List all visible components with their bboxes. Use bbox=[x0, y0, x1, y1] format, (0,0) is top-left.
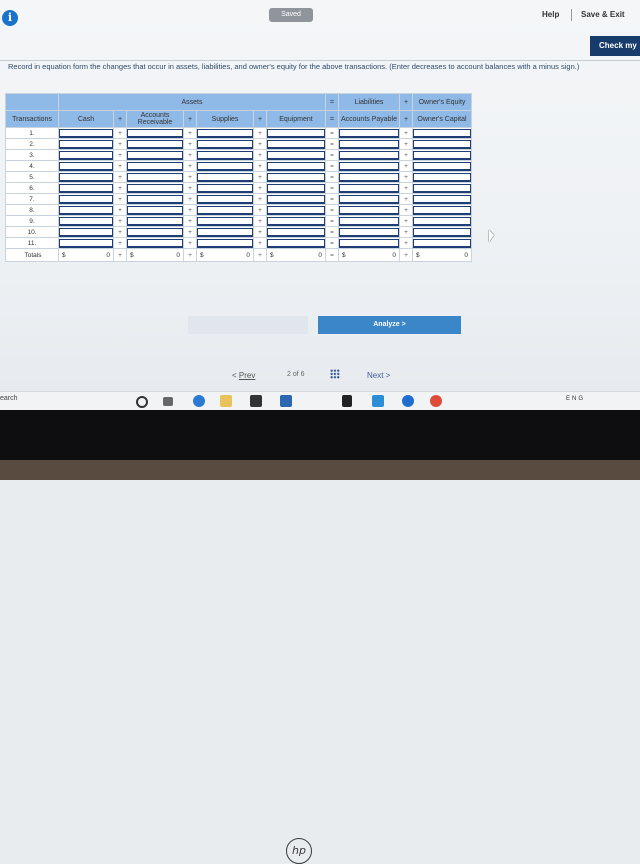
taskbar-search[interactable]: earch bbox=[0, 395, 18, 402]
op-plus: + bbox=[184, 238, 197, 249]
op-plus: + bbox=[254, 150, 267, 161]
accounts-receivable-input-cell bbox=[127, 194, 184, 205]
accounts-receivable-input-cell bbox=[127, 128, 184, 139]
equipment-input-cell bbox=[267, 172, 326, 183]
owners-capital-input[interactable] bbox=[413, 195, 471, 204]
grid-menu-icon[interactable] bbox=[330, 369, 340, 379]
equation-table bbox=[5, 93, 475, 262]
transaction-row bbox=[6, 227, 472, 238]
col-transactions: Transactions bbox=[6, 111, 59, 128]
accounts-payable-input-cell bbox=[339, 216, 400, 227]
op-plus: + bbox=[254, 183, 267, 194]
assets-group-header: Assets bbox=[59, 94, 326, 111]
transaction-number: 9. bbox=[6, 216, 59, 227]
op-plus: + bbox=[114, 183, 127, 194]
accounts-payable-input[interactable] bbox=[339, 129, 399, 138]
supplies-input[interactable] bbox=[197, 129, 253, 138]
saved-indicator: Saved bbox=[269, 8, 313, 22]
equipment-input-cell bbox=[267, 183, 326, 194]
equipment-input-cell bbox=[267, 238, 326, 249]
cash-input-cell bbox=[59, 227, 114, 238]
info-icon[interactable]: i bbox=[2, 10, 18, 26]
equipment-input[interactable] bbox=[267, 173, 325, 182]
accounts-payable-input-cell bbox=[339, 238, 400, 249]
hp-logo-icon: hp bbox=[286, 838, 312, 864]
cash-input-cell bbox=[59, 172, 114, 183]
cash-input-cell bbox=[59, 238, 114, 249]
analyze-button[interactable]: Analyze > bbox=[318, 316, 461, 334]
equipment-input-cell bbox=[267, 161, 326, 172]
cash-input[interactable] bbox=[59, 206, 113, 215]
equipment-input-cell bbox=[267, 216, 326, 227]
cash-input-cell bbox=[59, 139, 114, 150]
cash-input[interactable] bbox=[59, 173, 113, 182]
owners-capital-input[interactable] bbox=[413, 184, 471, 193]
total-cash bbox=[59, 249, 114, 262]
accounts-payable-input[interactable] bbox=[339, 162, 399, 171]
total-equipment bbox=[267, 249, 326, 262]
plus-header: + bbox=[400, 94, 413, 111]
supplies-input[interactable] bbox=[197, 162, 253, 171]
op-plus: + bbox=[400, 194, 413, 205]
check-my-work-button[interactable]: Check my bbox=[590, 36, 640, 56]
op-equals: = bbox=[326, 139, 339, 150]
op-equals: = bbox=[326, 161, 339, 172]
accounts-receivable-input-cell bbox=[127, 205, 184, 216]
op-plus: + bbox=[184, 216, 197, 227]
supplies-input-cell bbox=[197, 227, 254, 238]
op-plus: + bbox=[114, 150, 127, 161]
accounts-payable-input-cell bbox=[339, 183, 400, 194]
accounts-receivable-input[interactable] bbox=[127, 206, 183, 215]
total-value: 0 bbox=[176, 251, 180, 259]
accounts-receivable-input-cell bbox=[127, 183, 184, 194]
accounts-payable-input-cell bbox=[339, 194, 400, 205]
equity-group-header: Owner's Equity bbox=[413, 94, 472, 111]
accounts-receivable-input[interactable] bbox=[127, 129, 183, 138]
op-plus: + bbox=[184, 172, 197, 183]
transaction-number: 3. bbox=[6, 150, 59, 161]
cash-input-cell bbox=[59, 161, 114, 172]
op-plus: + bbox=[400, 128, 413, 139]
taskbar bbox=[0, 391, 640, 410]
owners-capital-input-cell bbox=[413, 139, 472, 150]
equipment-input[interactable] bbox=[267, 239, 325, 248]
accounts-payable-input[interactable] bbox=[339, 195, 399, 204]
save-exit-link[interactable]: Save & Exit bbox=[581, 10, 625, 19]
op-plus: + bbox=[400, 172, 413, 183]
cash-input[interactable] bbox=[59, 195, 113, 204]
transaction-row bbox=[6, 150, 472, 161]
folder-icon[interactable] bbox=[220, 395, 232, 407]
task-view-icon[interactable] bbox=[163, 397, 173, 406]
transaction-number: 7. bbox=[6, 194, 59, 205]
op-plus: + bbox=[114, 205, 127, 216]
desk-surface bbox=[0, 460, 640, 480]
col-owners-capital: Owner's Capital bbox=[413, 111, 472, 128]
transaction-row bbox=[6, 205, 472, 216]
owners-capital-input-cell bbox=[413, 183, 472, 194]
total-accounts-receivable bbox=[127, 249, 184, 262]
op-equals: = bbox=[326, 227, 339, 238]
equals-header: = bbox=[326, 94, 339, 111]
owners-capital-input[interactable] bbox=[413, 206, 471, 215]
transaction-number: 6. bbox=[6, 183, 59, 194]
prev-link[interactable] bbox=[232, 371, 255, 380]
accounts-receivable-input-cell bbox=[127, 216, 184, 227]
accounts-receivable-input-cell bbox=[127, 227, 184, 238]
col-accounts-receivable: Accounts Receivable bbox=[127, 111, 184, 128]
cash-input[interactable] bbox=[59, 217, 113, 226]
system-tray[interactable]: ENG bbox=[566, 396, 586, 402]
owners-capital-input[interactable] bbox=[413, 173, 471, 182]
op-plus: + bbox=[114, 227, 127, 238]
op-equals: = bbox=[326, 111, 339, 128]
dropbox-icon[interactable] bbox=[342, 395, 352, 407]
op-equals: = bbox=[326, 249, 339, 262]
transaction-number: 2. bbox=[6, 139, 59, 150]
accounts-payable-input-cell bbox=[339, 205, 400, 216]
accounts-receivable-input[interactable] bbox=[127, 173, 183, 182]
transaction-number: 8. bbox=[6, 205, 59, 216]
equipment-input[interactable] bbox=[267, 217, 325, 226]
app-icon[interactable] bbox=[372, 395, 384, 407]
op-plus: + bbox=[400, 150, 413, 161]
accounts-receivable-input[interactable] bbox=[127, 162, 183, 171]
owners-capital-input-cell bbox=[413, 128, 472, 139]
transaction-row bbox=[6, 183, 472, 194]
op-plus: + bbox=[184, 128, 197, 139]
total-value: 0 bbox=[392, 251, 396, 259]
supplies-input[interactable] bbox=[197, 239, 253, 248]
transaction-row bbox=[6, 172, 472, 183]
transaction-row bbox=[6, 216, 472, 227]
op-plus: + bbox=[400, 238, 413, 249]
op-plus: + bbox=[400, 227, 413, 238]
op-plus: + bbox=[184, 194, 197, 205]
accounts-payable-input-cell bbox=[339, 161, 400, 172]
cash-input-cell bbox=[59, 205, 114, 216]
equipment-input[interactable] bbox=[267, 195, 325, 204]
owners-capital-input-cell bbox=[413, 205, 472, 216]
col-supplies: Supplies bbox=[197, 111, 254, 128]
op-plus: + bbox=[184, 150, 197, 161]
owners-capital-input[interactable] bbox=[413, 217, 471, 226]
op-plus: + bbox=[254, 161, 267, 172]
op-plus: + bbox=[114, 249, 127, 262]
chrome-icon[interactable] bbox=[430, 395, 442, 407]
op-plus: + bbox=[184, 227, 197, 238]
equipment-input[interactable] bbox=[267, 228, 325, 237]
accounts-receivable-input-cell bbox=[127, 161, 184, 172]
supplies-input[interactable] bbox=[197, 195, 253, 204]
op-plus: + bbox=[400, 161, 413, 172]
op-equals: = bbox=[326, 150, 339, 161]
prev-label: Prev bbox=[238, 371, 256, 380]
equipment-input[interactable] bbox=[267, 184, 325, 193]
cash-input-cell bbox=[59, 128, 114, 139]
mail-icon[interactable] bbox=[280, 395, 292, 407]
edge-icon[interactable] bbox=[193, 395, 205, 407]
op-plus: + bbox=[400, 216, 413, 227]
supplies-input-cell bbox=[197, 194, 254, 205]
op-equals: = bbox=[326, 238, 339, 249]
supplies-input[interactable] bbox=[197, 217, 253, 226]
next-link[interactable]: Next > bbox=[367, 371, 391, 380]
supplies-input[interactable] bbox=[197, 206, 253, 215]
owners-capital-input[interactable] bbox=[413, 162, 471, 171]
transaction-row bbox=[6, 161, 472, 172]
supplies-input-cell bbox=[197, 183, 254, 194]
op-plus: + bbox=[114, 161, 127, 172]
supplies-input[interactable] bbox=[197, 184, 253, 193]
op-plus: + bbox=[400, 139, 413, 150]
accounts-receivable-input[interactable] bbox=[127, 184, 183, 193]
accounts-payable-input-cell bbox=[339, 150, 400, 161]
op-equals: = bbox=[326, 216, 339, 227]
cortana-icon[interactable] bbox=[136, 396, 148, 408]
supplies-input-cell bbox=[197, 172, 254, 183]
op-plus: + bbox=[114, 194, 127, 205]
op-plus: + bbox=[114, 172, 127, 183]
total-supplies bbox=[197, 249, 254, 262]
cash-input-cell bbox=[59, 183, 114, 194]
supplies-input-cell bbox=[197, 216, 254, 227]
currency-sign: $ bbox=[130, 251, 134, 259]
supplies-input[interactable] bbox=[197, 151, 253, 160]
supplies-input[interactable] bbox=[197, 140, 253, 149]
equipment-input-cell bbox=[267, 194, 326, 205]
total-value: 0 bbox=[246, 251, 250, 259]
accounts-payable-input-cell bbox=[339, 128, 400, 139]
app-screen bbox=[0, 0, 640, 410]
transaction-number: 1. bbox=[6, 128, 59, 139]
total-accounts-payable bbox=[339, 249, 400, 262]
owners-capital-input[interactable] bbox=[413, 151, 471, 160]
owners-capital-input-cell bbox=[413, 150, 472, 161]
header-blank bbox=[6, 94, 59, 111]
op-plus: + bbox=[254, 227, 267, 238]
equipment-input-cell bbox=[267, 205, 326, 216]
op-plus: + bbox=[400, 205, 413, 216]
accounts-receivable-input[interactable] bbox=[127, 151, 183, 160]
transaction-row bbox=[6, 128, 472, 139]
mouse-cursor-icon bbox=[489, 230, 494, 242]
chevron-left-icon: < bbox=[232, 371, 237, 380]
op-plus: + bbox=[184, 161, 197, 172]
equipment-input-cell bbox=[267, 128, 326, 139]
currency-sign: $ bbox=[270, 251, 274, 259]
op-equals: = bbox=[326, 194, 339, 205]
equipment-input-cell bbox=[267, 150, 326, 161]
cash-input[interactable] bbox=[59, 151, 113, 160]
supplies-input[interactable] bbox=[197, 228, 253, 237]
op-plus: + bbox=[184, 111, 197, 128]
col-equipment: Equipment bbox=[267, 111, 326, 128]
owners-capital-input[interactable] bbox=[413, 239, 471, 248]
op-plus: + bbox=[254, 249, 267, 262]
divider bbox=[0, 60, 640, 61]
browser-icon[interactable] bbox=[402, 395, 414, 407]
transaction-number: 10. bbox=[6, 227, 59, 238]
accounts-payable-input-cell bbox=[339, 227, 400, 238]
accounts-receivable-input[interactable] bbox=[127, 239, 183, 248]
equipment-input[interactable] bbox=[267, 129, 325, 138]
supplies-input-cell bbox=[197, 161, 254, 172]
owners-capital-input[interactable] bbox=[413, 129, 471, 138]
currency-sign: $ bbox=[342, 251, 346, 259]
accounts-receivable-input-cell bbox=[127, 139, 184, 150]
transaction-number: 11. bbox=[6, 238, 59, 249]
transaction-row bbox=[6, 139, 472, 150]
accounts-payable-input[interactable] bbox=[339, 239, 399, 248]
help-link[interactable]: Help bbox=[542, 10, 560, 19]
currency-sign: $ bbox=[200, 251, 204, 259]
op-plus: + bbox=[114, 111, 127, 128]
op-plus: + bbox=[254, 216, 267, 227]
op-plus: + bbox=[400, 111, 413, 128]
currency-sign: $ bbox=[62, 251, 66, 259]
supplies-input-cell bbox=[197, 150, 254, 161]
equipment-input-cell bbox=[267, 227, 326, 238]
op-plus: + bbox=[254, 139, 267, 150]
cash-input[interactable] bbox=[59, 129, 113, 138]
transaction-number: 4. bbox=[6, 161, 59, 172]
cash-input[interactable] bbox=[59, 184, 113, 193]
header-divider bbox=[571, 9, 572, 21]
op-equals: = bbox=[326, 172, 339, 183]
accounts-payable-input-cell bbox=[339, 172, 400, 183]
owners-capital-input-cell bbox=[413, 227, 472, 238]
accounts-receivable-input[interactable] bbox=[127, 140, 183, 149]
owners-capital-input-cell bbox=[413, 216, 472, 227]
op-plus: + bbox=[254, 172, 267, 183]
totals-label: Totals bbox=[6, 249, 59, 262]
equipment-input[interactable] bbox=[267, 151, 325, 160]
instructions-text: Record in equation form the changes that occur in assets, liabilities, and owner's equity for the above transactions. (Enter decreases to account balances with a minus sign.) bbox=[8, 62, 580, 71]
op-plus: + bbox=[184, 249, 197, 262]
transaction-row bbox=[6, 238, 472, 249]
transaction-row bbox=[6, 194, 472, 205]
transaction-number: 5. bbox=[6, 172, 59, 183]
owners-capital-input[interactable] bbox=[413, 140, 471, 149]
accounts-receivable-input[interactable] bbox=[127, 228, 183, 237]
supplies-input-cell bbox=[197, 139, 254, 150]
supplies-input-cell bbox=[197, 238, 254, 249]
op-plus: + bbox=[184, 205, 197, 216]
owners-capital-input-cell bbox=[413, 194, 472, 205]
currency-sign: $ bbox=[416, 251, 420, 259]
accounts-receivable-input[interactable] bbox=[127, 217, 183, 226]
equipment-input-cell bbox=[267, 139, 326, 150]
accounts-receivable-input-cell bbox=[127, 172, 184, 183]
accounts-payable-input[interactable] bbox=[339, 228, 399, 237]
accounts-payable-input-cell bbox=[339, 139, 400, 150]
owners-capital-input-cell bbox=[413, 172, 472, 183]
total-value: 0 bbox=[464, 251, 468, 259]
store-icon[interactable] bbox=[250, 395, 262, 407]
supplies-input[interactable] bbox=[197, 173, 253, 182]
op-plus: + bbox=[184, 139, 197, 150]
supplies-input-cell bbox=[197, 205, 254, 216]
owners-capital-input-cell bbox=[413, 161, 472, 172]
owners-capital-input-cell bbox=[413, 238, 472, 249]
op-plus: + bbox=[254, 111, 267, 128]
op-plus: + bbox=[254, 205, 267, 216]
op-plus: + bbox=[400, 249, 413, 262]
total-owners-capital bbox=[413, 249, 472, 262]
op-plus: + bbox=[184, 183, 197, 194]
accounts-payable-input[interactable] bbox=[339, 217, 399, 226]
accounts-receivable-input-cell bbox=[127, 238, 184, 249]
accounts-receivable-input-cell bbox=[127, 150, 184, 161]
col-cash: Cash bbox=[59, 111, 114, 128]
cash-input-cell bbox=[59, 216, 114, 227]
op-plus: + bbox=[114, 128, 127, 139]
equipment-input[interactable] bbox=[267, 140, 325, 149]
total-value: 0 bbox=[318, 251, 322, 259]
supplies-input-cell bbox=[197, 128, 254, 139]
op-plus: + bbox=[400, 183, 413, 194]
cash-input[interactable] bbox=[59, 140, 113, 149]
accounts-payable-input[interactable] bbox=[339, 151, 399, 160]
owners-capital-input[interactable] bbox=[413, 228, 471, 237]
cash-input[interactable] bbox=[59, 239, 113, 248]
op-plus: + bbox=[254, 128, 267, 139]
accounts-payable-input[interactable] bbox=[339, 140, 399, 149]
equipment-input[interactable] bbox=[267, 206, 325, 215]
op-equals: = bbox=[326, 128, 339, 139]
op-plus: + bbox=[254, 238, 267, 249]
accounts-payable-input[interactable] bbox=[339, 173, 399, 182]
op-plus: + bbox=[114, 238, 127, 249]
col-accounts-payable: Accounts Payable bbox=[339, 111, 400, 128]
blank-bar bbox=[188, 316, 308, 334]
total-value: 0 bbox=[106, 251, 110, 259]
cash-input[interactable] bbox=[59, 228, 113, 237]
liabilities-group-header: Liabilities bbox=[339, 94, 400, 111]
cash-input[interactable] bbox=[59, 162, 113, 171]
accounts-payable-input[interactable] bbox=[339, 184, 399, 193]
op-equals: = bbox=[326, 205, 339, 216]
op-equals: = bbox=[326, 183, 339, 194]
op-plus: + bbox=[114, 216, 127, 227]
op-plus: + bbox=[114, 139, 127, 150]
cash-input-cell bbox=[59, 194, 114, 205]
accounts-payable-input[interactable] bbox=[339, 206, 399, 215]
page-indicator: 2 of 6 bbox=[287, 371, 305, 378]
equipment-input[interactable] bbox=[267, 162, 325, 171]
laptop-bezel bbox=[0, 410, 640, 857]
accounts-receivable-input[interactable] bbox=[127, 195, 183, 204]
cash-input-cell bbox=[59, 150, 114, 161]
op-plus: + bbox=[254, 194, 267, 205]
